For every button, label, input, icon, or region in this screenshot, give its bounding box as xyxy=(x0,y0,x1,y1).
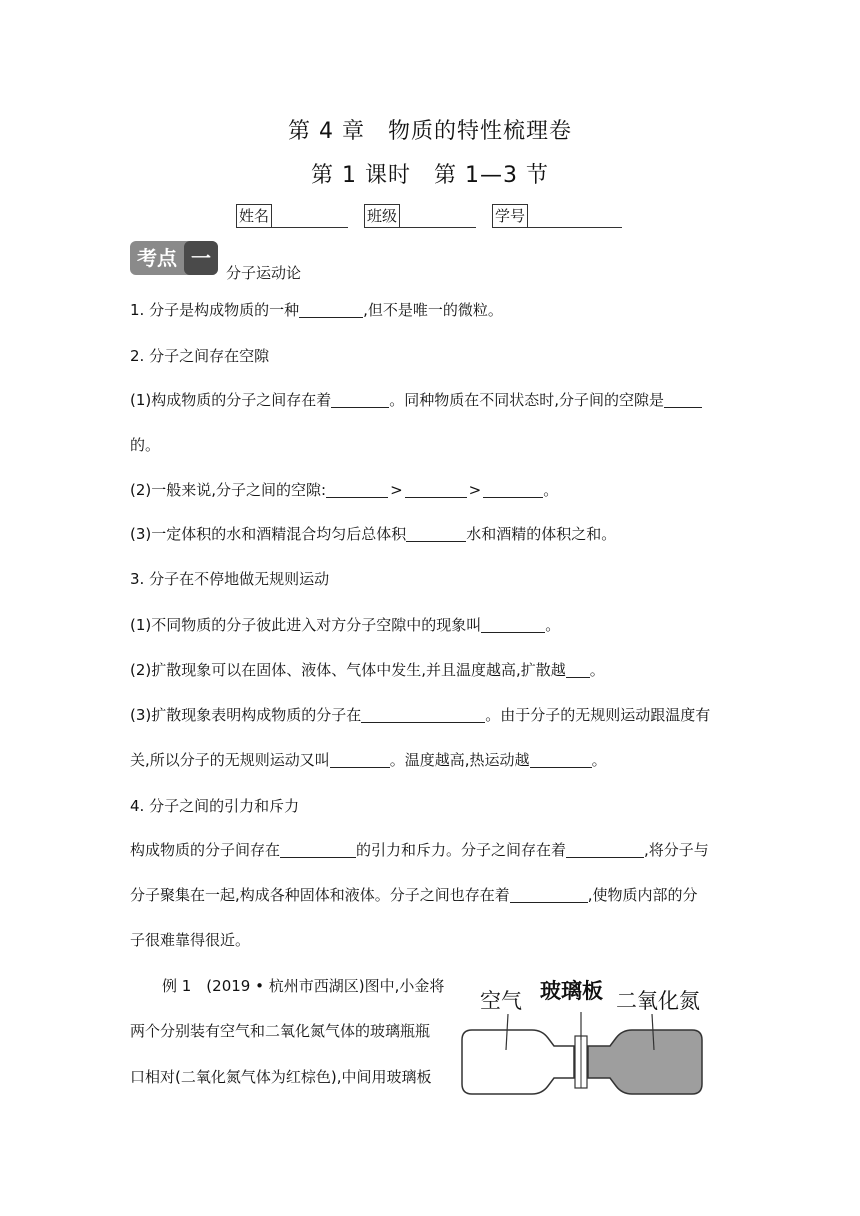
number-blank[interactable] xyxy=(528,205,622,228)
question-3-heading: 3. 分子在不停地做无规则运动 xyxy=(130,570,330,588)
section-badge xyxy=(130,241,218,275)
class-field xyxy=(364,204,476,228)
class-label: 班级 xyxy=(364,204,400,228)
question-3-3-cont: 关,所以分子的无规则运动又叫 。温度越高,热运动越 。 xyxy=(130,751,607,769)
no2-bottle xyxy=(588,1030,702,1094)
question-3-2: (2)扩散现象可以在固体、液体、气体中发生,并且温度越高,扩散越 。 xyxy=(130,661,605,679)
plate-label: 玻璃板 xyxy=(540,978,603,1003)
answer-blank[interactable] xyxy=(331,391,389,408)
question-2-heading: 2. 分子之间存在空隙 xyxy=(130,347,270,365)
answer-blank[interactable] xyxy=(530,751,592,768)
example-1-line-1: 例 1 (2019 • 杭州市西湖区)图中,小金将 xyxy=(162,977,445,995)
answer-blank[interactable] xyxy=(361,706,485,723)
student-info-row xyxy=(236,204,622,228)
question-2-1-cont: 的。 xyxy=(130,436,161,454)
answer-blank[interactable] xyxy=(299,301,363,318)
answer-blank[interactable] xyxy=(280,841,356,858)
question-4-line-1: 构成物质的分子间存在 的引力和斥力。分子之间存在着 ,将分子与 xyxy=(130,841,709,859)
diffusion-bottles-figure xyxy=(456,978,716,1098)
question-4-line-3: 子很难靠得很近。 xyxy=(130,931,251,949)
example-1-line-3: 口相对(二氧化氮气体为红棕色),中间用玻璃板 xyxy=(130,1068,432,1086)
question-3-3: (3)扩散现象表明构成物质的分子在 。由于分子的无规则运动跟温度有 xyxy=(130,706,711,724)
answer-blank[interactable] xyxy=(566,661,590,678)
no2-label: 二氧化氮 xyxy=(616,989,700,1013)
answer-blank[interactable] xyxy=(326,481,388,498)
answer-blank[interactable] xyxy=(483,481,543,498)
section-title: 分子运动论 xyxy=(226,264,302,282)
page-subtitle: 第 1 课时 第 1—3 节 xyxy=(311,163,549,188)
badge-label: 考点 xyxy=(137,246,177,270)
answer-blank[interactable] xyxy=(510,886,588,903)
example-1-line-2: 两个分别装有空气和二氧化氮气体的玻璃瓶瓶 xyxy=(130,1022,431,1040)
question-4-heading: 4. 分子之间的引力和斥力 xyxy=(130,797,300,815)
name-blank[interactable] xyxy=(272,205,348,228)
question-2-1: (1)构成物质的分子之间存在着 。同种物质在不同状态时,分子间的空隙是 xyxy=(130,389,702,410)
answer-blank[interactable] xyxy=(481,616,545,633)
class-blank[interactable] xyxy=(400,205,476,228)
answer-blank[interactable] xyxy=(664,391,702,408)
badge-number: 一 xyxy=(191,246,211,270)
question-2-2: (2)一般来说,分子之间的空隙: > > 。 xyxy=(130,481,559,499)
question-3-1: (1)不同物质的分子彼此进入对方分子空隙中的现象叫 。 xyxy=(130,616,561,634)
question-4-line-2: 分子聚集在一起,构成各种固体和液体。分子之间也存在着 ,使物质内部的分 xyxy=(130,886,698,904)
number-label: 学号 xyxy=(492,204,528,228)
answer-blank[interactable] xyxy=(566,841,644,858)
answer-blank[interactable] xyxy=(405,481,467,498)
name-field xyxy=(236,204,348,228)
question-2-3: (3)一定体积的水和酒精混合均匀后总体积 水和酒精的体积之和。 xyxy=(130,525,617,543)
number-field xyxy=(492,204,622,228)
answer-blank[interactable] xyxy=(406,525,466,542)
page-title: 第 4 章 物质的特性梳理卷 xyxy=(288,119,572,144)
question-1: 1. 分子是构成物质的一种 ,但不是唯一的微粒。 xyxy=(130,301,503,319)
air-bottle xyxy=(462,1030,574,1094)
air-label: 空气 xyxy=(480,989,522,1013)
name-label: 姓名 xyxy=(236,204,272,228)
answer-blank[interactable] xyxy=(330,751,390,768)
